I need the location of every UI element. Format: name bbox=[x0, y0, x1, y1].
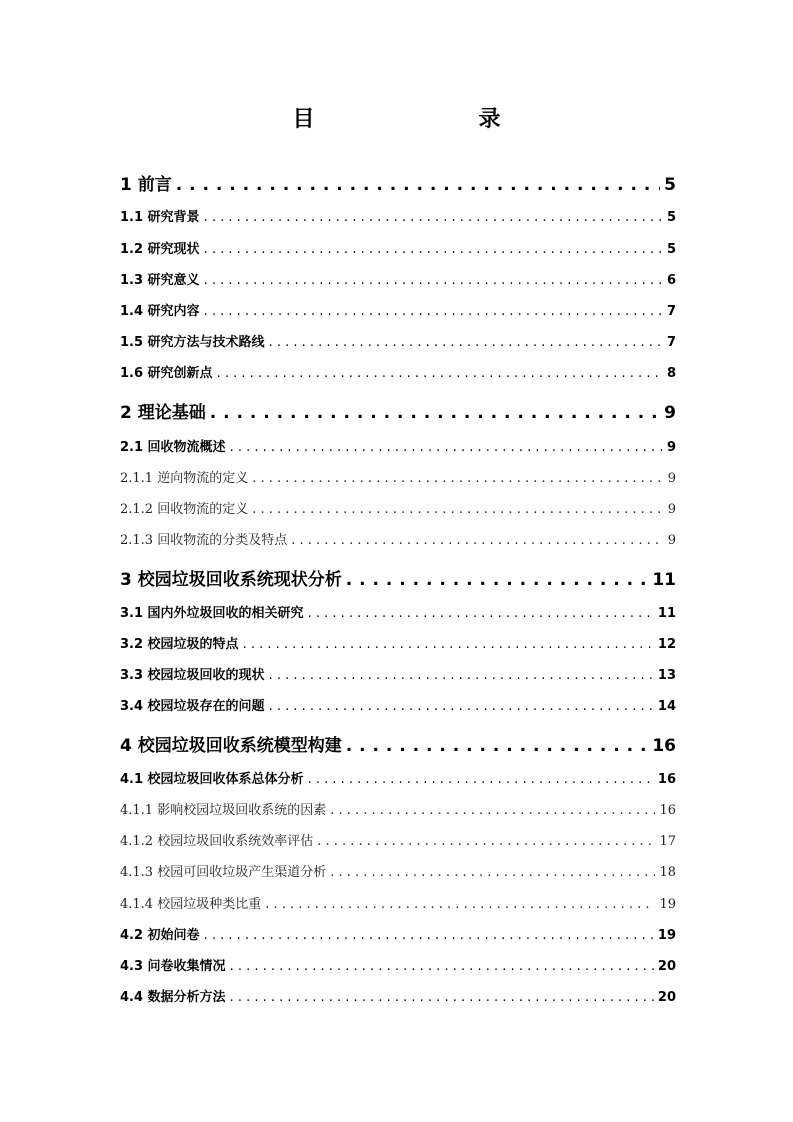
toc-entry-page-number: 5 bbox=[666, 210, 676, 225]
toc-entry-label: 4 校园垃圾回收系统模型构建 bbox=[120, 736, 342, 756]
toc-entry[interactable] bbox=[120, 362, 676, 381]
toc-entry[interactable] bbox=[120, 924, 676, 943]
toc-entry-label: 2.1 回收物流概述 bbox=[120, 440, 226, 455]
toc-entry-label: 4.4 数据分析方法 bbox=[120, 990, 226, 1005]
toc-dot-leader bbox=[269, 335, 663, 350]
toc-entry[interactable] bbox=[120, 467, 676, 486]
toc-entry-label: 4.2 初始问卷 bbox=[120, 928, 200, 943]
toc-dot-leader bbox=[252, 471, 664, 486]
toc-entry-page-number: 9 bbox=[667, 502, 676, 517]
toc-entry-label: 4.1.3 校园可回收垃圾产生渠道分析 bbox=[120, 865, 327, 880]
toc-entry-label: 4.1.4 校园垃圾种类比重 bbox=[120, 897, 262, 912]
toc-entry-label: 2.1.3 回收物流的分类及特点 bbox=[120, 533, 288, 548]
toc-entry-label: 2.1.1 逆向物流的定义 bbox=[120, 471, 249, 486]
toc-dot-leader bbox=[204, 210, 663, 225]
toc-entry-label: 3.3 校园垃圾回收的现状 bbox=[120, 668, 265, 683]
toc-entry[interactable] bbox=[120, 861, 676, 880]
toc-entry-label: 3.4 校园垃圾存在的问题 bbox=[120, 699, 265, 714]
toc-dot-leader bbox=[346, 736, 649, 756]
toc-entry-page-number: 9 bbox=[667, 533, 676, 548]
toc-entry[interactable] bbox=[120, 799, 676, 818]
toc-entry-page-number: 8 bbox=[666, 366, 676, 381]
toc-entry-page-number: 9 bbox=[664, 403, 676, 423]
toc-entry-label: 3 校园垃圾回收系统现状分析 bbox=[120, 570, 342, 590]
toc-dot-leader bbox=[330, 803, 655, 818]
toc-entry-page-number: 20 bbox=[657, 990, 676, 1005]
toc-entry-label: 2 理论基础 bbox=[120, 403, 206, 423]
toc-entry-page-number: 17 bbox=[659, 834, 676, 849]
toc-entry-page-number: 11 bbox=[652, 570, 676, 590]
toc-entry-label: 4.3 问卷收集情况 bbox=[120, 959, 226, 974]
toc-entry-label: 1.1 研究背景 bbox=[120, 210, 200, 225]
toc-dot-leader bbox=[204, 304, 663, 319]
toc-entry-label: 2.1.2 回收物流的定义 bbox=[120, 502, 249, 517]
toc-entry-label: 1.5 研究方法与技术路线 bbox=[120, 335, 265, 350]
toc-entry[interactable] bbox=[120, 664, 676, 683]
toc-entry-page-number: 19 bbox=[659, 897, 676, 912]
toc-entry-label: 1.6 研究创新点 bbox=[120, 366, 213, 381]
toc-entry-page-number: 20 bbox=[657, 959, 676, 974]
toc-entry-page-number: 18 bbox=[659, 865, 676, 880]
toc-entry[interactable] bbox=[120, 238, 676, 257]
toc-entry[interactable] bbox=[120, 300, 676, 319]
toc-entry-label: 4.1.1 影响校园垃圾回收系统的因素 bbox=[120, 803, 327, 818]
toc-dot-leader bbox=[204, 273, 663, 288]
toc-entry-page-number: 7 bbox=[666, 335, 676, 350]
toc-dot-leader bbox=[230, 959, 654, 974]
toc-entry-page-number: 9 bbox=[667, 471, 676, 486]
toc-entry-page-number: 14 bbox=[657, 699, 676, 714]
toc-entry[interactable] bbox=[120, 731, 676, 756]
toc-dot-leader bbox=[308, 772, 654, 787]
toc-entry-page-number: 9 bbox=[666, 440, 676, 455]
toc-entry-page-number: 13 bbox=[657, 668, 676, 683]
toc-dot-leader bbox=[308, 606, 654, 621]
toc-entry[interactable] bbox=[120, 986, 676, 1005]
toc-entry-label: 1.3 研究意义 bbox=[120, 273, 200, 288]
toc-entry-page-number: 5 bbox=[664, 175, 676, 195]
toc-entry[interactable] bbox=[120, 170, 676, 195]
toc-entry-page-number: 5 bbox=[666, 242, 676, 257]
toc-entry[interactable] bbox=[120, 893, 676, 912]
toc-entry[interactable] bbox=[120, 269, 676, 288]
toc-entry[interactable] bbox=[120, 768, 676, 787]
toc-entry[interactable] bbox=[120, 529, 676, 548]
toc-dot-leader bbox=[252, 502, 664, 517]
toc-dot-leader bbox=[269, 668, 654, 683]
toc-entry-page-number: 11 bbox=[657, 606, 676, 621]
toc-dot-leader bbox=[269, 699, 654, 714]
toc-dot-leader bbox=[291, 533, 664, 548]
toc-dot-leader bbox=[217, 366, 663, 381]
toc-dot-leader bbox=[204, 242, 663, 257]
toc-entry-page-number: 16 bbox=[659, 803, 676, 818]
toc-dot-leader bbox=[243, 637, 654, 652]
toc-entry[interactable] bbox=[120, 695, 676, 714]
toc-dot-leader bbox=[330, 865, 655, 880]
toc-entry[interactable] bbox=[120, 498, 676, 517]
toc-entry-page-number: 7 bbox=[666, 304, 676, 319]
toc-entry[interactable] bbox=[120, 436, 676, 455]
toc-entry-page-number: 19 bbox=[657, 928, 676, 943]
toc-entry-label: 1.4 研究内容 bbox=[120, 304, 200, 319]
toc-entry-label: 3.2 校园垃圾的特点 bbox=[120, 637, 239, 652]
toc-entry[interactable] bbox=[120, 331, 676, 350]
toc-entry[interactable] bbox=[120, 830, 676, 849]
page-title: 目 录 bbox=[292, 107, 541, 132]
toc-dot-leader bbox=[346, 570, 649, 590]
toc-entry-page-number: 16 bbox=[657, 772, 676, 787]
toc-entry-label: 4.1.2 校园垃圾回收系统效率评估 bbox=[120, 834, 314, 849]
toc-entry[interactable] bbox=[120, 565, 676, 590]
toc-dot-leader bbox=[204, 928, 654, 943]
toc-entry-page-number: 6 bbox=[666, 273, 676, 288]
toc-entry[interactable] bbox=[120, 206, 676, 225]
toc-entry-page-number: 12 bbox=[657, 637, 676, 652]
toc-dot-leader bbox=[230, 440, 663, 455]
toc-entry-page-number: 16 bbox=[652, 736, 676, 756]
toc-entry-label: 1.2 研究现状 bbox=[120, 242, 200, 257]
toc-dot-leader bbox=[230, 990, 654, 1005]
toc-entry[interactable] bbox=[120, 602, 676, 621]
toc-dot-leader bbox=[317, 834, 655, 849]
toc-entry[interactable] bbox=[120, 398, 676, 423]
toc-entry-label: 3.1 国内外垃圾回收的相关研究 bbox=[120, 606, 304, 621]
toc-entry[interactable] bbox=[120, 955, 676, 974]
toc-entry[interactable] bbox=[120, 633, 676, 652]
toc-entry-label: 1 前言 bbox=[120, 175, 172, 195]
toc-dot-leader bbox=[265, 897, 655, 912]
toc-dot-leader bbox=[210, 403, 660, 423]
toc-entry-label: 4.1 校园垃圾回收体系总体分析 bbox=[120, 772, 304, 787]
toc-dot-leader bbox=[176, 175, 660, 195]
